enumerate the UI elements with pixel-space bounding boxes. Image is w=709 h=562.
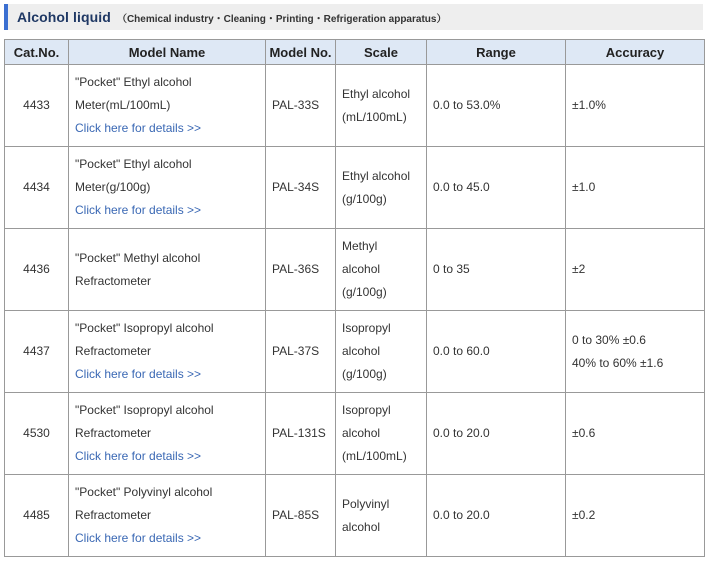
model-no-cell: PAL-131S (266, 393, 336, 475)
scale-text: Ethyl alcohol (342, 168, 411, 183)
section-subtitle: （Chemical industry・Cleaning・Printing・Refrigeration apparatus） (116, 13, 447, 25)
header-range: Range (427, 40, 566, 65)
accuracy-text: ±0.2 (572, 508, 596, 522)
accuracy-text: ±0.6 (572, 426, 596, 440)
cat-no-cell: 4433 (5, 65, 69, 147)
model-name-cell (69, 65, 266, 147)
details-link[interactable]: Click here for details >> (75, 449, 202, 463)
accuracy-text: ±1.0% (572, 98, 606, 112)
scale-text: alcohol (342, 519, 381, 534)
header-accuracy: Accuracy (566, 40, 705, 65)
model-no-cell: PAL-37S (266, 311, 336, 393)
model-name-text: "Pocket" Polyvinyl alcohol (75, 485, 213, 499)
model-name-text: "Pocket" Ethyl alcohol (75, 75, 192, 89)
details-link[interactable]: Click here for details >> (75, 367, 202, 381)
accuracy-cell (566, 65, 705, 147)
table-row (5, 229, 705, 311)
section-header (4, 4, 703, 30)
products-table (4, 39, 705, 557)
model-no-cell: PAL-36S (266, 229, 336, 311)
range-cell: 0 to 35 (427, 229, 566, 311)
scale-cell (336, 475, 427, 557)
scale-text: (g/100g) (342, 285, 387, 299)
range-cell: 0.0 to 53.0% (427, 65, 566, 147)
model-name-cell (69, 229, 266, 311)
table-row (5, 311, 705, 393)
scale-text: (g/100g) (342, 191, 387, 206)
accuracy-text: 40% to 60% ±1.6 (572, 355, 664, 370)
scale-cell (336, 229, 427, 311)
header-scale: Scale (336, 40, 427, 65)
details-link[interactable]: Click here for details >> (75, 121, 202, 135)
accuracy-text: ±2 (572, 262, 586, 276)
scale-text: alcohol (342, 344, 381, 358)
accuracy-cell (566, 147, 705, 229)
accuracy-cell (566, 393, 705, 475)
range-cell: 0.0 to 45.0 (427, 147, 566, 229)
model-name-cell (69, 475, 266, 557)
model-name-cell (69, 311, 266, 393)
details-link[interactable]: Click here for details >> (75, 203, 202, 217)
scale-text: (g/100g) (342, 367, 387, 381)
table-row (5, 393, 705, 475)
model-name-cell (69, 147, 266, 229)
model-name-text: Meter(mL/100mL) (75, 98, 171, 112)
header-model-name: Model Name (69, 40, 266, 65)
table-row (5, 475, 705, 557)
accuracy-cell (566, 229, 705, 311)
model-name-text: Refractometer (75, 344, 152, 358)
model-name-text: "Pocket" Isopropyl alcohol (75, 403, 214, 417)
range-cell: 0.0 to 20.0 (427, 393, 566, 475)
table-row (5, 65, 705, 147)
accuracy-text: 0 to 30% ±0.6 (572, 332, 646, 347)
cat-no-cell: 4437 (5, 311, 69, 393)
scale-cell (336, 393, 427, 475)
scale-cell (336, 311, 427, 393)
scale-text: alcohol (342, 426, 381, 440)
accuracy-cell (566, 311, 705, 393)
cat-no-cell: 4530 (5, 393, 69, 475)
model-name-text: Meter(g/100g) (75, 180, 151, 194)
model-no-cell: PAL-85S (266, 475, 336, 557)
cat-no-cell: 4434 (5, 147, 69, 229)
scale-text: (mL/100mL) (342, 109, 407, 124)
model-no-cell: PAL-34S (266, 147, 336, 229)
table-body (5, 65, 705, 557)
header-model-no: Model No. (266, 40, 336, 65)
cat-no-cell: 4485 (5, 475, 69, 557)
scale-text: Ethyl alcohol (342, 86, 411, 101)
scale-text: alcohol (342, 262, 381, 276)
range-cell: 0.0 to 60.0 (427, 311, 566, 393)
model-name-cell (69, 393, 266, 475)
scale-cell (336, 65, 427, 147)
accuracy-text: ±1.0 (572, 180, 596, 194)
model-name-text: Refractometer (75, 426, 152, 440)
model-no-cell: PAL-33S (266, 65, 336, 147)
scale-text: Polyvinyl (342, 496, 390, 511)
section-title: Alcohol liquid (17, 9, 111, 25)
scale-text: Isopropyl (342, 403, 391, 417)
cat-no-cell: 4436 (5, 229, 69, 311)
scale-text: Methyl (342, 239, 378, 253)
details-link[interactable]: Click here for details >> (75, 531, 202, 545)
model-name-text: "Pocket" Methyl alcohol (75, 250, 201, 265)
scale-cell (336, 147, 427, 229)
table-header-row (5, 40, 705, 65)
scale-text: (mL/100mL) (342, 449, 407, 463)
model-name-text: "Pocket" Ethyl alcohol (75, 157, 192, 171)
range-cell: 0.0 to 20.0 (427, 475, 566, 557)
table-row (5, 147, 705, 229)
model-name-text: Refractometer (75, 508, 152, 522)
accuracy-cell (566, 475, 705, 557)
model-name-text: Refractometer (75, 273, 152, 288)
header-cat-no: Cat.No. (5, 40, 69, 65)
model-name-text: "Pocket" Isopropyl alcohol (75, 321, 214, 335)
scale-text: Isopropyl (342, 321, 391, 335)
